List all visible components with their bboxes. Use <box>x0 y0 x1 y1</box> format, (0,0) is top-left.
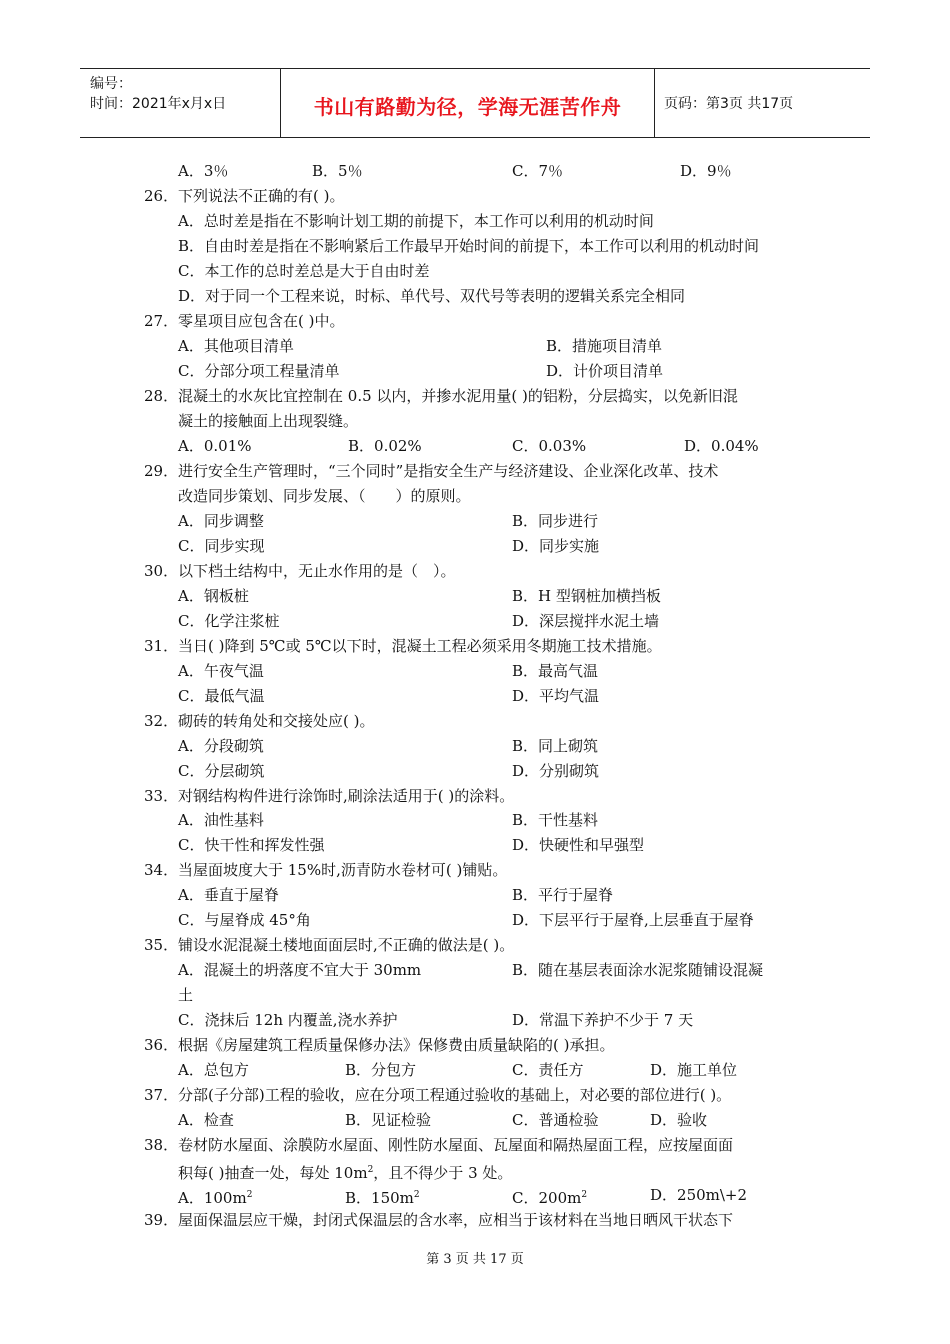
option-a: A．同步调整 <box>178 512 264 530</box>
question-number: 36． <box>144 1036 179 1054</box>
page-footer: 第 3 页 共 17 页 <box>426 1252 524 1267</box>
question-number: 28． <box>144 387 179 405</box>
option-d: D．下层平行于屋脊,上层垂直于屋脊 <box>512 911 754 929</box>
option-d: D．平均气温 <box>512 687 600 705</box>
question-stem: 砌砖的转角处和交接处应( )。 <box>178 712 375 730</box>
option-b: B．平行于屋脊 <box>512 886 614 904</box>
question-number: 37． <box>144 1086 179 1104</box>
option-c: C．本工作的总时差总是大于自由时差 <box>178 262 430 280</box>
option-d: D．同步实施 <box>512 537 600 555</box>
question-number: 27． <box>144 312 179 330</box>
superscript: 2 <box>581 1190 588 1200</box>
question-number: 30． <box>144 562 179 580</box>
question-stem: 对钢结构构件进行涂饰时,刷涂法适用于( )的涂料。 <box>178 787 515 805</box>
question-number: 32． <box>144 712 179 730</box>
option-c: C．最低气温 <box>178 687 265 705</box>
question-stem: 下列说法不正确的有( )。 <box>178 187 345 205</box>
question-stem-cont <box>178 1160 512 1183</box>
superscript: 2 <box>246 1190 253 1200</box>
option-a: A．总包方 <box>178 1061 249 1079</box>
option-c: C．0.03% <box>512 437 587 455</box>
option-c: C．化学注浆桩 <box>178 612 280 630</box>
date-label: 时间：2021年x月x日 <box>90 96 227 112</box>
option-d: D．快硬性和早强型 <box>512 836 645 854</box>
option-b: B．见证检验 <box>345 1111 432 1129</box>
option-a <box>178 1185 252 1208</box>
option-a: A．混凝土的坍落度不宜大于 30mm <box>178 961 422 979</box>
option-a: A．垂直于屋脊 <box>178 886 279 904</box>
option-d: D．分别砌筑 <box>512 762 600 780</box>
question-stem: 根据《房屋建筑工程质量保修办法》保修费由质量缺陷的( )承担。 <box>178 1036 615 1054</box>
option-b-cont: 土 <box>178 986 194 1004</box>
option-c: C．普通检验 <box>512 1111 599 1129</box>
question-stem: 进行安全生产管理时，“三个同时”是指安全生产与经济建设、企业深化改革、技术 <box>178 462 719 480</box>
question-stem: 混凝土的水灰比宜控制在 0.5 以内，并掺水泥用量( )的铝粉，分层捣实，以免新旧混 <box>178 387 738 405</box>
option-d: D．计价项目清单 <box>546 362 664 380</box>
option-d: D．对于同一个工程来说，时标、单代号、双代号等表明的逻辑关系完全相同 <box>178 287 686 305</box>
superscript: 2 <box>367 1165 374 1175</box>
option-c: C．与屋脊成 45°角 <box>178 911 311 929</box>
header-page-cell <box>655 69 870 137</box>
stem-text: ，且不得少于 3 处。 <box>373 1164 513 1182</box>
option-d: D．常温下养护不少于 7 天 <box>512 1011 694 1029</box>
option-c: C．分部分项工程量清单 <box>178 362 340 380</box>
option-a: A．3％ <box>178 162 229 180</box>
question-number: 35． <box>144 936 179 954</box>
stem-text: 积每( )抽查一处，每处 10m <box>178 1164 368 1182</box>
question-number: 31． <box>144 637 179 655</box>
option-c: C．分层砌筑 <box>178 762 265 780</box>
option-b: B．0.02% <box>348 437 422 455</box>
option-b: B．同上砌筑 <box>512 737 599 755</box>
option-text: B．150m <box>345 1189 414 1207</box>
option-a: A．分段砌筑 <box>178 737 264 755</box>
option-d: D．验收 <box>650 1111 708 1129</box>
question-stem: 零星项目应包含在( )中。 <box>178 312 345 330</box>
question-stem-cont: 改造同步策划、同步发展、（ ）的原则。 <box>178 487 471 505</box>
question-number: 26． <box>144 187 179 205</box>
option-b: B．随在基层表面涂水泥浆随铺设混凝 <box>512 961 764 979</box>
option-b: B．5％ <box>312 162 363 180</box>
serial-label: 编号： <box>90 76 132 92</box>
page-header <box>80 68 870 138</box>
question-number: 38． <box>144 1136 179 1154</box>
question-stem: 卷材防水屋面、涂膜防水屋面、刚性防水屋面、瓦屋面和隔热屋面工程，应按屋面面 <box>178 1136 734 1154</box>
question-stem: 以下档土结构中，无止水作用的是（ ）。 <box>178 562 456 580</box>
option-b: B．分包方 <box>345 1061 417 1079</box>
motto: 书山有路勤为径，学海无涯苦作舟 <box>313 95 622 119</box>
option-b: B．措施项目清单 <box>546 337 663 355</box>
superscript: 2 <box>413 1190 420 1200</box>
option-c: C．快干性和挥发性强 <box>178 836 325 854</box>
question-number: 34． <box>144 861 179 879</box>
option-c: C．浇抹后 12h 内覆盖,浇水养护 <box>178 1011 398 1029</box>
option-d: D．250m\+2 <box>650 1186 748 1204</box>
option-a: A．0.01% <box>178 437 252 455</box>
option-a: A．钢板桩 <box>178 587 249 605</box>
option-a: A．检查 <box>178 1111 234 1129</box>
question-stem: 当屋面坡度大于 15%时,沥青防水卷材可( )铺贴。 <box>178 861 508 879</box>
option-b: B．同步进行 <box>512 512 599 530</box>
option-b <box>345 1185 420 1208</box>
option-b: B．最高气温 <box>512 662 599 680</box>
header-motto-cell <box>281 69 655 137</box>
question-number: 33． <box>144 787 179 805</box>
option-c: C．责任方 <box>512 1061 584 1079</box>
option-b: B．干性基料 <box>512 811 599 829</box>
option-a: A．总时差是指在不影响计划工期的前提下，本工作可以利用的机动时间 <box>178 212 654 230</box>
option-b: B．自由时差是指在不影响紧后工作最早开始时间的前提下，本工作可以利用的机动时间 <box>178 237 760 255</box>
option-d: D．9％ <box>680 162 732 180</box>
page-label: 页码：第3页 共17页 <box>664 96 794 112</box>
option-c <box>512 1185 587 1208</box>
option-d: D．施工单位 <box>650 1061 738 1079</box>
question-stem: 当日( )降到 5℃或 5℃以下时，混凝土工程必须采用冬期施工技术措施。 <box>178 637 662 655</box>
question-number: 29． <box>144 462 179 480</box>
question-number: 39． <box>144 1211 179 1229</box>
option-c: C．7％ <box>512 162 564 180</box>
option-c: C．同步实现 <box>178 537 265 555</box>
option-a: A．其他项目清单 <box>178 337 294 355</box>
question-stem: 铺设水泥混凝土楼地面面层时,不正确的做法是( )。 <box>178 936 515 954</box>
option-d: D．0.04% <box>684 437 759 455</box>
option-b: B．H 型钢桩加横挡板 <box>512 587 661 605</box>
question-stem: 屋面保温层应干燥，封闭式保温层的含水率，应相当于该材料在当地日晒风干状态下 <box>178 1211 734 1229</box>
question-stem-cont: 凝土的接触面上出现裂缝。 <box>178 412 359 430</box>
option-a: A．油性基料 <box>178 811 264 829</box>
option-text: C．200m <box>512 1189 582 1207</box>
option-d: D．深层搅拌水泥土墙 <box>512 612 660 630</box>
option-text: A．100m <box>178 1189 247 1207</box>
option-a: A．午夜气温 <box>178 662 264 680</box>
header-meta-cell <box>80 69 281 137</box>
question-stem: 分部(子分部)工程的验收，应在分项工程通过验收的基础上，对必要的部位进行( )。 <box>178 1086 732 1104</box>
